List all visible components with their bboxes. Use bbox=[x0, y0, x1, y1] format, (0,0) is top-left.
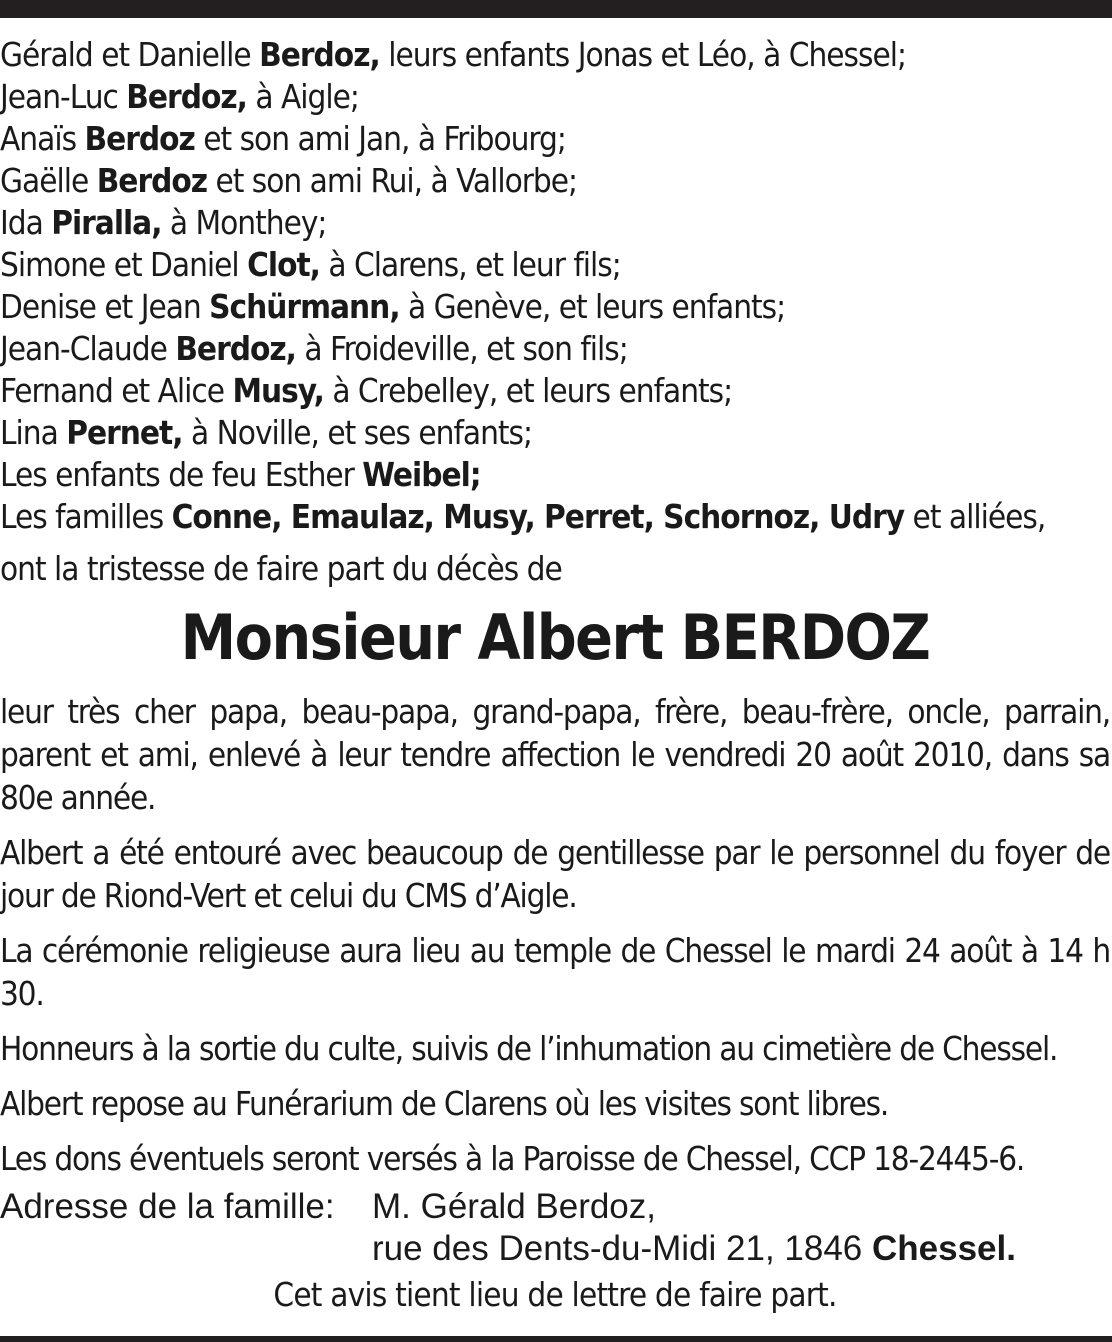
ceremony-paragraph: La cérémonie religieuse aura lieu au temple de Chessel le mardi 24 août à 14 h 30. bbox=[0, 931, 1110, 1013]
description-paragraph: leur très cher papa, beau-papa, grand-papa, frère, beau-frère, oncle, parrain, parent et ami, enlevé à leur tendre affection le vendredi 20 août 2010, dans sa 80e année. bbox=[0, 692, 1110, 817]
honors-paragraph: Honneurs à la sortie du culte, suivis de l’inhumation au cimetière de Chessel. bbox=[0, 1029, 1058, 1068]
death-notice bbox=[0, 34, 1110, 1316]
family-line: Simone et Daniel Clot, à Clarens, et leur fils; bbox=[0, 245, 621, 284]
intro-text: ont la tristesse de faire part du décès de bbox=[0, 549, 562, 588]
address-label: Adresse de la famille: bbox=[0, 1187, 335, 1226]
family-line: Les enfants de feu Esther Weibel; bbox=[0, 455, 481, 494]
family-line: Denise et Jean Schürmann, à Genève, et leurs enfants; bbox=[0, 287, 786, 326]
family-address bbox=[0, 1186, 1110, 1270]
top-rule bbox=[0, 0, 1112, 18]
address-line2: rue des Dents-du-Midi 21, 1846 bbox=[372, 1229, 872, 1268]
family-line: Jean-Claude Berdoz, à Froideville, et son fils; bbox=[0, 329, 628, 368]
closing-text: Cet avis tient lieu de lettre de faire part. bbox=[273, 1275, 837, 1314]
family-line: Jean-Luc Berdoz, à Aigle; bbox=[0, 77, 359, 116]
address-town: Chessel. bbox=[872, 1229, 1016, 1268]
family-line: Lina Pernet, à Noville, et ses enfants; bbox=[0, 413, 533, 452]
bottom-rule bbox=[0, 1336, 1112, 1342]
deceased-name: Monsieur Albert BERDOZ bbox=[180, 601, 930, 674]
family-line: Gérald et Danielle Berdoz, leurs enfants Jonas et Léo, à Chessel; bbox=[0, 35, 907, 74]
care-paragraph: Albert a été entouré avec beaucoup de gentillesse par le personnel du foyer de jour de Riond-Vert et celui du CMS d’Aigle. bbox=[0, 833, 1110, 915]
family-line: Ida Piralla, à Monthey; bbox=[0, 203, 327, 242]
address-row bbox=[0, 1228, 1110, 1270]
family-line: Gaëlle Berdoz et son ami Rui, à Vallorbe; bbox=[0, 161, 578, 200]
family-line: Les familles Conne, Emaulaz, Musy, Perret, Schornoz, Udry et alliées, bbox=[0, 497, 1046, 536]
family-line: Fernand et Alice Musy, à Crebelley, et leurs enfants; bbox=[0, 371, 733, 410]
donations-paragraph: Les dons éventuels seront versés à la Paroisse de Chessel, CCP 18-2445-6. bbox=[0, 1139, 1025, 1178]
family-line: Anaïs Berdoz et son ami Jan, à Fribourg; bbox=[0, 119, 566, 158]
visits-paragraph: Albert repose au Funérarium de Clarens où les visites sont libres. bbox=[0, 1084, 889, 1123]
address-line1: M. Gérald Berdoz, bbox=[372, 1187, 656, 1226]
family-list bbox=[0, 34, 1110, 538]
address-row bbox=[0, 1186, 1110, 1228]
